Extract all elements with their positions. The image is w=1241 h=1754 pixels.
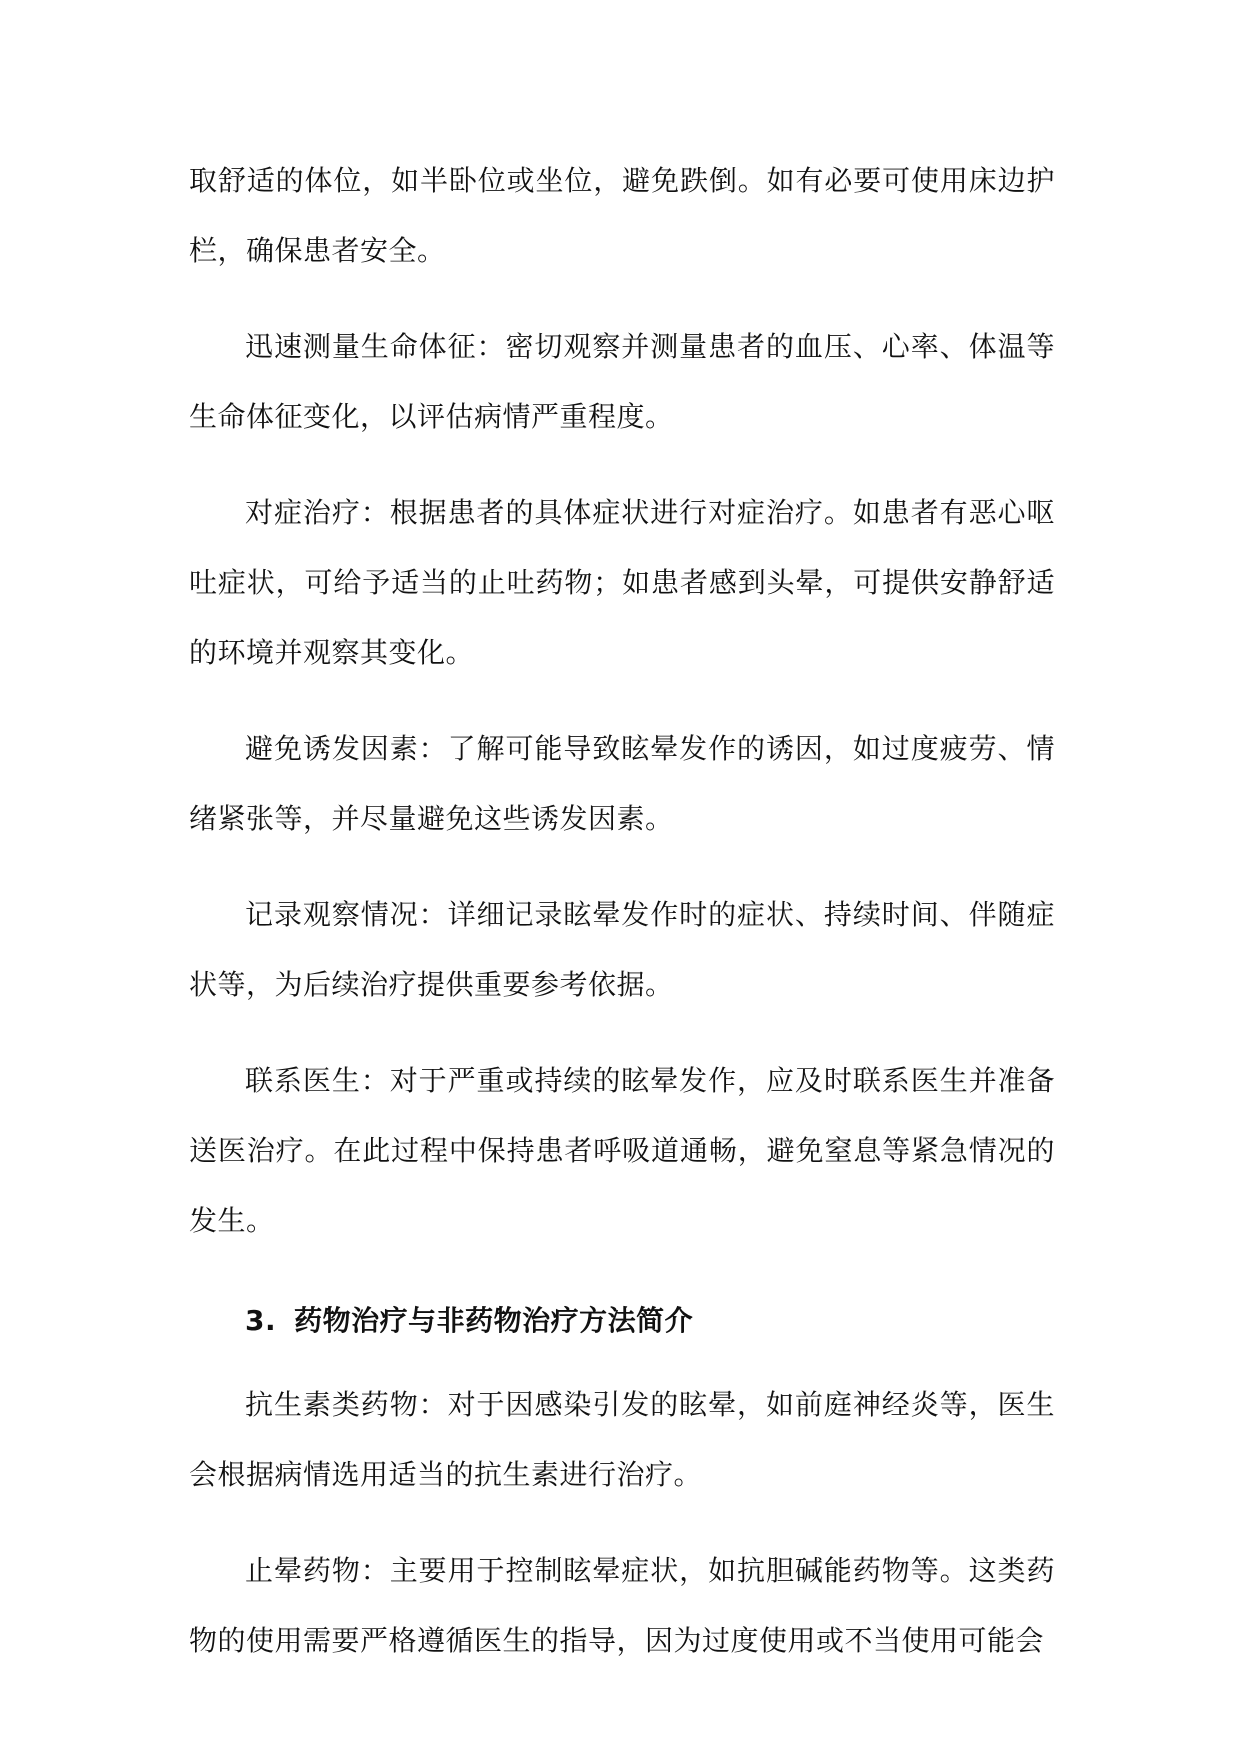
section-title: 药物治疗与非药物治疗方法简介 [294,1304,694,1337]
paragraph-patient-position: 取舒适的体位，如半卧位或坐位，避免跌倒。如有必要可使用床边护栏，确保患者安全。 [189,164,1055,267]
section-heading [189,1286,1055,1356]
paragraph-contact-doctor: 联系医生：对于严重或持续的眩晕发作，应及时联系医生并准备送医治疗。在此过程中保持患者呼吸道通畅，避免窒息等紧急情况的发生。 [189,1064,1055,1237]
paragraph-vital-signs: 迅速测量生命体征：密切观察并测量患者的血压、心率、体温等生命体征变化，以评估病情严重程度。 [189,330,1055,433]
paragraph-antibiotics: 抗生素类药物：对于因感染引发的眩晕，如前庭神经炎等，医生会根据病情选用适当的抗生素进行治疗。 [189,1388,1055,1491]
document-body [189,146,1055,1702]
paragraph-antivertigo-drugs: 止晕药物：主要用于控制眩晕症状，如抗胆碱能药物等。这类药物的使用需要严格遵循医生的指导，因为过度使用或不当使用可能会 [189,1554,1055,1657]
section-number: 3. [245,1304,277,1337]
paragraph-symptomatic-treatment: 对症治疗：根据患者的具体症状进行对症治疗。如患者有恶心呕吐症状，可给予适当的止吐药物；如患者感到头晕，可提供安静舒适的环境并观察其变化。 [189,496,1055,669]
paragraph-record-observation: 记录观察情况：详细记录眩晕发作时的症状、持续时间、伴随症状等，为后续治疗提供重要参考依据。 [189,898,1055,1001]
paragraph-avoid-triggers: 避免诱发因素：了解可能导致眩晕发作的诱因，如过度疲劳、情绪紧张等，并尽量避免这些诱发因素。 [189,732,1055,835]
